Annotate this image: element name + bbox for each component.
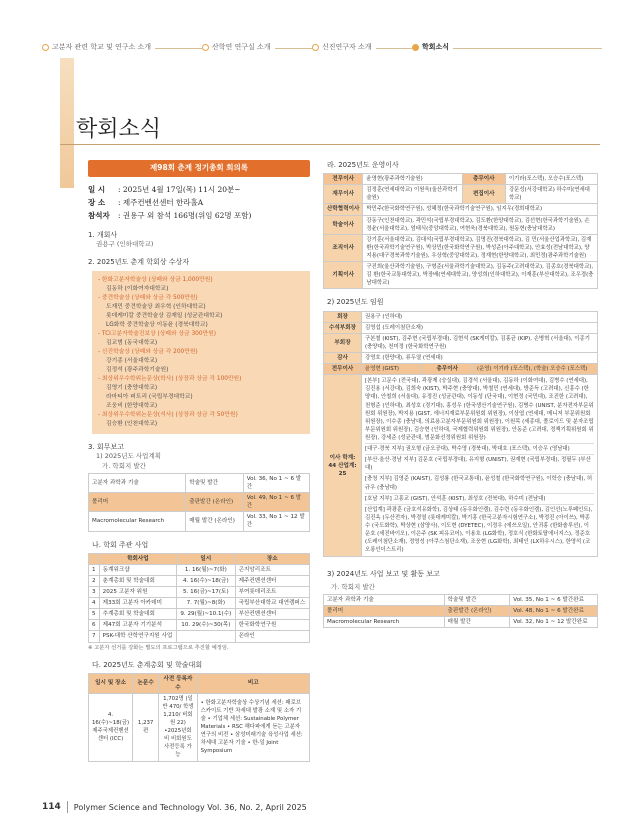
committee-table	[323, 311, 598, 558]
meeting-date: 일 시 : 2025년 4월 17일(목) 11시 20분~	[88, 184, 241, 194]
table-cell: 출판발간 (온라인)	[186, 493, 243, 512]
table-cell: 1	[89, 564, 100, 575]
table-row	[324, 333, 598, 352]
nav-item-labs[interactable]	[202, 42, 275, 52]
table-row	[324, 606, 598, 617]
table-header-row	[89, 553, 310, 564]
row-value: 강동구(인천대학교), 곽민석(국립부경대학교), 김도환(한양대학교), 김선현(한국과학기술원), 손정윤(서울대학교), 엄태식(중앙대학교), 여현욱(경북대학교), 원동현(충남대학교)	[363, 215, 598, 234]
report-table	[323, 594, 598, 628]
table-row	[324, 353, 598, 364]
table-row	[89, 564, 310, 575]
table-row	[324, 185, 598, 204]
row-label: 산학협력이사	[324, 204, 363, 215]
section-nav	[42, 38, 602, 60]
row-label: 이사 학계: 44 산업계: 25	[324, 375, 362, 557]
nav-dot-icon	[412, 44, 419, 51]
events-note: ※ 고분자 선거를 강화는 별도의 프로그램으로 추진할 예정임.	[88, 644, 229, 651]
row-label: 총무이사	[462, 174, 505, 185]
table-row	[89, 587, 310, 598]
header-cell: 일시 및 장소	[89, 674, 133, 693]
table-cell: 6	[89, 620, 100, 631]
table-row	[89, 609, 310, 620]
award-line: 라마티아 퍼트리 (국립부경대학교)	[106, 394, 193, 400]
header-cell: 비고	[197, 674, 309, 693]
table-cell: Vol. 36, No 1 ~ 6 발간	[243, 473, 309, 492]
row-label: 편집이사	[462, 185, 505, 204]
table-cell: 고분자 과학과 기술	[89, 473, 186, 492]
table-row	[324, 364, 598, 375]
award-line: - 최상위우수학위논문상(석사) (상장과 상금 각 50만원)	[98, 411, 238, 418]
table-cell: 제주컨벤션센터	[235, 575, 309, 586]
table-row	[324, 322, 598, 333]
row-label: 총무이사	[421, 364, 473, 375]
journal-name: Polymer Science and Technology Vol. 36, No. 2, April 2025	[73, 802, 307, 812]
award-line: 롯데케미칼 중견학술상 김재일 (성균관대학교)	[106, 313, 223, 320]
meeting-attendees: 참석자 : 권용구 외 참석 166명(위임 62명 포함)	[88, 210, 252, 220]
director-block: [호남 지부] 고흥교 (GIST), 안석훈 (KIST), 최성호 (전북대), 하수미 (전남대)	[365, 494, 594, 505]
table-row	[324, 174, 598, 185]
table-cell: Vol. 48, No 1 ~ 6 발간완료	[510, 606, 598, 617]
table-cell: 국립부산대학교 대연캠퍼스	[235, 598, 309, 609]
table-cell: 5. 16(금)~17(토)	[177, 587, 236, 598]
table-row	[324, 617, 598, 628]
table-cell: 4	[89, 598, 100, 609]
row-label: 기획이사	[324, 262, 363, 289]
award-line: 김정석 (광주과학기술원)	[106, 367, 169, 374]
events-heading: 나. 학회 주관 사업	[92, 540, 149, 549]
row-value: 윤영현 (GIST)	[362, 364, 422, 375]
award-line: 강기종 (서울대학교)	[106, 358, 158, 365]
table-cell: 1,702명 (일반 470/ 학생 1,210/ 비회원 22) •2025년회비 비회원도 사전등록 가능	[159, 693, 197, 761]
table-cell: 2025 고분자 위원	[99, 587, 176, 598]
table-row	[324, 204, 598, 215]
table-row	[89, 473, 310, 492]
awards-box	[92, 271, 310, 434]
award-line: LG화학 중견학술상 이동윤 (경북대학교)	[106, 322, 208, 329]
header-cell: 사전 등록자수	[159, 674, 197, 693]
row-value: 강문성(서강대학교) 하수미(연세대학교)	[505, 185, 597, 204]
page-title: 학회소식	[76, 117, 162, 142]
nav-item-researchers[interactable]	[312, 42, 376, 52]
table-cell: 10. 29(수)~30(목)	[177, 620, 236, 631]
header-cell: 학회사업	[99, 553, 176, 564]
table-cell: Vol. 35, No 1 ~ 6 발간완료	[510, 595, 598, 606]
table-row	[324, 595, 598, 606]
table-cell: 9. 29(월)~10.1(수)	[177, 609, 236, 620]
row-value: 박민주(한국화학연구원), 성혜정(한국과학기술연구원), 임지우(경희대학교)	[363, 204, 598, 215]
row-value: 김정훈(연세대학교) 이원욱(울산과학기술원)	[363, 185, 462, 204]
table-header-row	[89, 674, 310, 693]
nav-label: 고분자 관련 학교 및 연구소 소개	[52, 43, 152, 51]
table-row	[89, 631, 310, 642]
row-label: 수석부회장	[324, 322, 362, 333]
table-cell: 고분자 과학과 기술	[324, 595, 445, 606]
section-opening: 1. 개회사	[88, 230, 118, 239]
nav-dot-icon	[42, 44, 49, 51]
table-cell	[177, 631, 236, 642]
row-label: 학술이사	[324, 215, 363, 234]
op-heading: 라. 2025년도 운영이사	[327, 161, 399, 169]
table-cell: 학술및 발간	[186, 473, 243, 492]
table-cell: PSK-대학 산학연구지원 사업	[99, 631, 176, 642]
header-cell: 일시	[177, 553, 236, 564]
row-label: 전무이사	[324, 364, 362, 375]
table-row	[89, 620, 310, 631]
journals-table	[88, 473, 310, 532]
table-cell: 매월 발간	[444, 617, 510, 628]
section-awards: 2. 2025년도 춘계 학회상 수상자	[88, 258, 190, 267]
left-column	[88, 160, 310, 762]
events-table	[88, 553, 310, 643]
meeting-heading: 다. 2025년도 춘계총회 및 학술대회	[92, 661, 203, 670]
table-cell: 제47회 고분자 기기분석	[99, 620, 176, 631]
plan-heading: 1) 2025년도 사업계획	[96, 452, 162, 461]
award-line: 김교범 (동국대학교)	[106, 340, 158, 347]
nav-dot-icon	[312, 44, 319, 51]
table-row	[324, 311, 598, 322]
title-divider	[60, 144, 600, 145]
table-cell: Vol. 49, No 1 ~ 6 발간	[243, 493, 309, 512]
row-label: 회장	[324, 311, 362, 322]
nav-label: 신진연구자 소개	[322, 43, 372, 51]
award-line: - 한화고분자학술상 (상패와 상금 1,000만원)	[98, 277, 213, 284]
table-cell: 학술및 발간	[444, 595, 510, 606]
table-cell: 7. 7(월)~8(화)	[177, 598, 236, 609]
nav-dot-icon	[202, 44, 209, 51]
table-cell: 폴리머	[324, 606, 445, 617]
nav-item-news[interactable]	[412, 42, 453, 52]
award-line: 김승환 (인천대학교)	[106, 420, 158, 427]
award-line: 도재민 중견학술상 최우혁 (인하대학교)	[106, 304, 206, 311]
award-line: - TCI고분자학술진보상 (상패와 상금 300만원)	[98, 331, 217, 338]
award-line: 김동하 (이화여자대학교)	[106, 286, 169, 293]
table-cell: 폴리머	[89, 493, 186, 512]
nav-item-schools[interactable]	[42, 42, 155, 52]
meeting-table	[88, 673, 310, 761]
report-sub: 가. 학회지 발간	[331, 582, 375, 591]
table-row	[89, 493, 310, 512]
award-line: - 중견학술상 (상패와 상금 각 500만원)	[98, 295, 198, 302]
journals-heading: 가. 학회지 발간	[102, 461, 146, 470]
footer	[42, 801, 307, 813]
table-row	[324, 375, 598, 557]
row-value: 권용구 (인하대)	[362, 311, 598, 322]
table-cell: 4. 16(수)~18(금) 제주국제컨벤션센터 (ICC)	[89, 693, 133, 761]
table-cell: 한국화학연구원	[235, 620, 309, 631]
row-label: 부회장	[324, 333, 362, 352]
director-block: [부산·울산·경남 지부] 김문호 (국립부경대), 유지형 (UNIST), 권재현 (국립부경대), 정필두 (부산대)	[365, 455, 594, 474]
row-value: 김영섭 (도레이첨단소재)	[362, 322, 598, 333]
header-cell: 논문수	[133, 674, 159, 693]
row-label: 조직이사	[324, 234, 363, 261]
table-cell: 4. 16(수)~18(금)	[177, 575, 236, 586]
table-cell: 7	[89, 631, 100, 642]
section-report: 3. 회무보고	[88, 442, 124, 451]
table-cell: 춘계총회 및 학술대회	[99, 575, 176, 586]
row-label: 재무이사	[324, 185, 363, 204]
row-value: 구본철 (KIST), 김주현 (국립부경대), 김현석 (SK케미칼), 김홍균 (KIP), 손병혁 (서울대), 이종기 (충양대), 천미정 (한국화학연구원)	[362, 333, 598, 352]
director-block: [대구·경북 지부] 권오형 (금오공대), 박수영 (경북대), 박대호 (포스텍), 이승우 (영남대)	[365, 444, 594, 455]
row-value: 윤영현(광주과학기술원)	[363, 174, 462, 185]
table-cell: 부여롯데리조트	[235, 587, 309, 598]
table-cell: Vol. 32, No 1 ~ 12 발간완료	[510, 617, 598, 628]
decorative-bar	[60, 58, 74, 188]
row-label: 전무이사	[324, 174, 363, 185]
row-value: 구진희(울산과학기술원), 구형준(서울과학기술대학교), 김동주(고려대학교), 김종호(경북대학교), 김 환(한국교통대학교), 박장배(연세대학교), 양성희(인하대학교), 이재훈(부산대학교), 조우경(충남대학교)	[363, 262, 598, 289]
right-column	[323, 160, 598, 628]
nav-label: 산학연 연구실 소개	[212, 43, 271, 51]
table-cell: Macromolecular Research	[89, 512, 186, 531]
table-cell: 온라인	[235, 631, 309, 642]
table-row	[324, 234, 598, 261]
director-block: [본부] 고문수 (전국대), 곽광제 (숭실대), 김경석 (서울대), 김동하 (이화여대), 김병수 (연세대), 김진용 (서강대), 김희숙 (KIST), 박주현 (충양대), 박철민 (연세대), 방준득 (고려대), 신흥수 (한양대), 안철희 (서울대), 유정진 (성균관대), 이동성 (단국대), 이현정 (국민대), 조진한 (고려대), 천형준 (인하대), 최성호 (경기대), 홍성우 (한국생산기술연구원), 김병수 (UNIST, 분자전자부문위원회 위원장), 박지용 (GIST, 에너지재료부문위원회 위원장), 이상엽 (연세대, 메니저 부문위원회 위원장), 이수종 (충남대, 의료용고분자부문위원회 위원장), 이원목 (세종대, 폴로이드 및 분자조립 부문위원회 위원장), 김승현 (인하대, 국제협력위원회 위원장), 안동준 (고려대, 정책기획위원회 위원장), 강세준 (성균관대, 범문화선정위원회 위원장)	[365, 376, 594, 444]
meeting-place: 장 소 : 제주컨벤션센터 한라홀A	[88, 197, 204, 207]
committee-heading: 2) 2025년도 임원	[327, 298, 384, 307]
table-cell: Macromolecular Research	[324, 617, 445, 628]
table-cell: 부산컨벤션센터	[235, 609, 309, 620]
award-line: - 신진학술상 (상패와 상금 각 200만원)	[98, 349, 198, 356]
award-line: 김영기 (충양대학교)	[106, 385, 158, 392]
table-cell: 1,237편	[133, 693, 159, 761]
table-cell: 1. 16(월)~7(화)	[177, 564, 236, 575]
director-block: [충청 지부] 김영준 (KAIST), 김성룡 (한국교통대), 윤성철 (한국화학연구원), 이학승 (충남대), 허규우 (충남대)	[365, 474, 594, 493]
table-cell: 출판발간 (온라인)	[444, 606, 510, 617]
table-row	[324, 262, 598, 289]
table-cell: • 한화고분자학술상 수상기념 세션: 패로브스카이트 기반 차세대 발광 소재 및 소자 기술 • 기업체 세션: Sustainable Polymer Materials • RSC 해다파에게 듣는 고분자 연구의 비전 • 삼성미래기술 육성사업 세션: 차세대 고분자 기술 • 한-일 Joint Symposium	[197, 693, 309, 761]
header-cell: 장소	[235, 553, 309, 564]
op-table	[323, 173, 598, 289]
minutes-banner: 제98회 춘계 정기총회 회의록	[88, 160, 310, 177]
row-label: 감사	[324, 353, 362, 364]
table-cell: 매월 발간 (온라인)	[186, 512, 243, 531]
table-row	[89, 693, 310, 761]
row-value: 강기훈(서울대학교), 김대석(국립부경대학교), 김명진(경북대학교), 김 민(서울산업과학교), 김재환(한국과학기술연구원), 박상민(한국화학연구원), 박성준(아주대학교), 안효성(전남대학교), 양지용(대구경북과학기술원), 우상혁(중앙대학교), 정재현(한양대학교), 최민정(광주과학기술원)	[363, 234, 598, 261]
table-row	[89, 575, 310, 586]
row-value: 강영호 (한양대), 류두열 (연세대)	[362, 353, 598, 364]
row-value: (운영) 이기라 (포스텍), (학술) 오승수 (포스텍)	[473, 364, 597, 375]
table-row	[89, 512, 310, 531]
table-cell: 동계워크샵	[99, 564, 176, 575]
table-cell: 곤지암리조트	[235, 564, 309, 575]
table-cell: 제33회 고분자 아카데미	[99, 598, 176, 609]
row-value: 이기라(포스텍), 오승수(포스텍)	[505, 174, 597, 185]
nav-label: 학회소식	[422, 43, 450, 51]
table-cell: 3	[89, 587, 100, 598]
director-block: [산업계] 곽광훈 (금호석유화학), 김상태 (동우화인켐), 김수련 (동우화인켐), 김인선(노루페인트), 김진옥 (두산전자), 박경열 (롯데케미칼), 박기흥 (한국고분자시험연구소), 박정진 (아이쓰), 박종수 (국도화학), 박상현 (삼양사), 이도현 (DYETEC), 이정우 (에쓰오일), 안귀홍 (한화솔루션), 이운호 (세진바이오), 이은주 (SK 피유코어), 이용호 (LG화학), 정호식 (한화토탈에너지스), 정준호 (도레이첨단소재), 정영성 (아쿠스첨단소재), 조웅현 (LG화학), 최태인 (LX하우시스), 한영석 (코오롱인더스트리)	[365, 506, 593, 554]
row-value	[362, 375, 598, 557]
table-cell: 5	[89, 609, 100, 620]
table-cell: 2	[89, 575, 100, 586]
footer-separator	[67, 801, 68, 813]
award-line: 조웅비 (한양대학교)	[106, 402, 158, 409]
table-row	[324, 215, 598, 234]
award-line: - 최상위우수학위논문상(학사) (상장과 상금 각 100만원)	[98, 376, 242, 383]
table-cell: 추계총회 및 학술대회	[99, 609, 176, 620]
page-number: 114	[42, 802, 61, 812]
table-cell: Vol. 33, No 1 ~ 12 발간	[243, 512, 309, 531]
table-row	[89, 598, 310, 609]
header-cell	[89, 553, 100, 564]
opening-speaker: 권용구 (인하대학교)	[96, 239, 154, 248]
report-heading: 3) 2024년도 사업 보고 및 활동 보고	[327, 570, 440, 579]
